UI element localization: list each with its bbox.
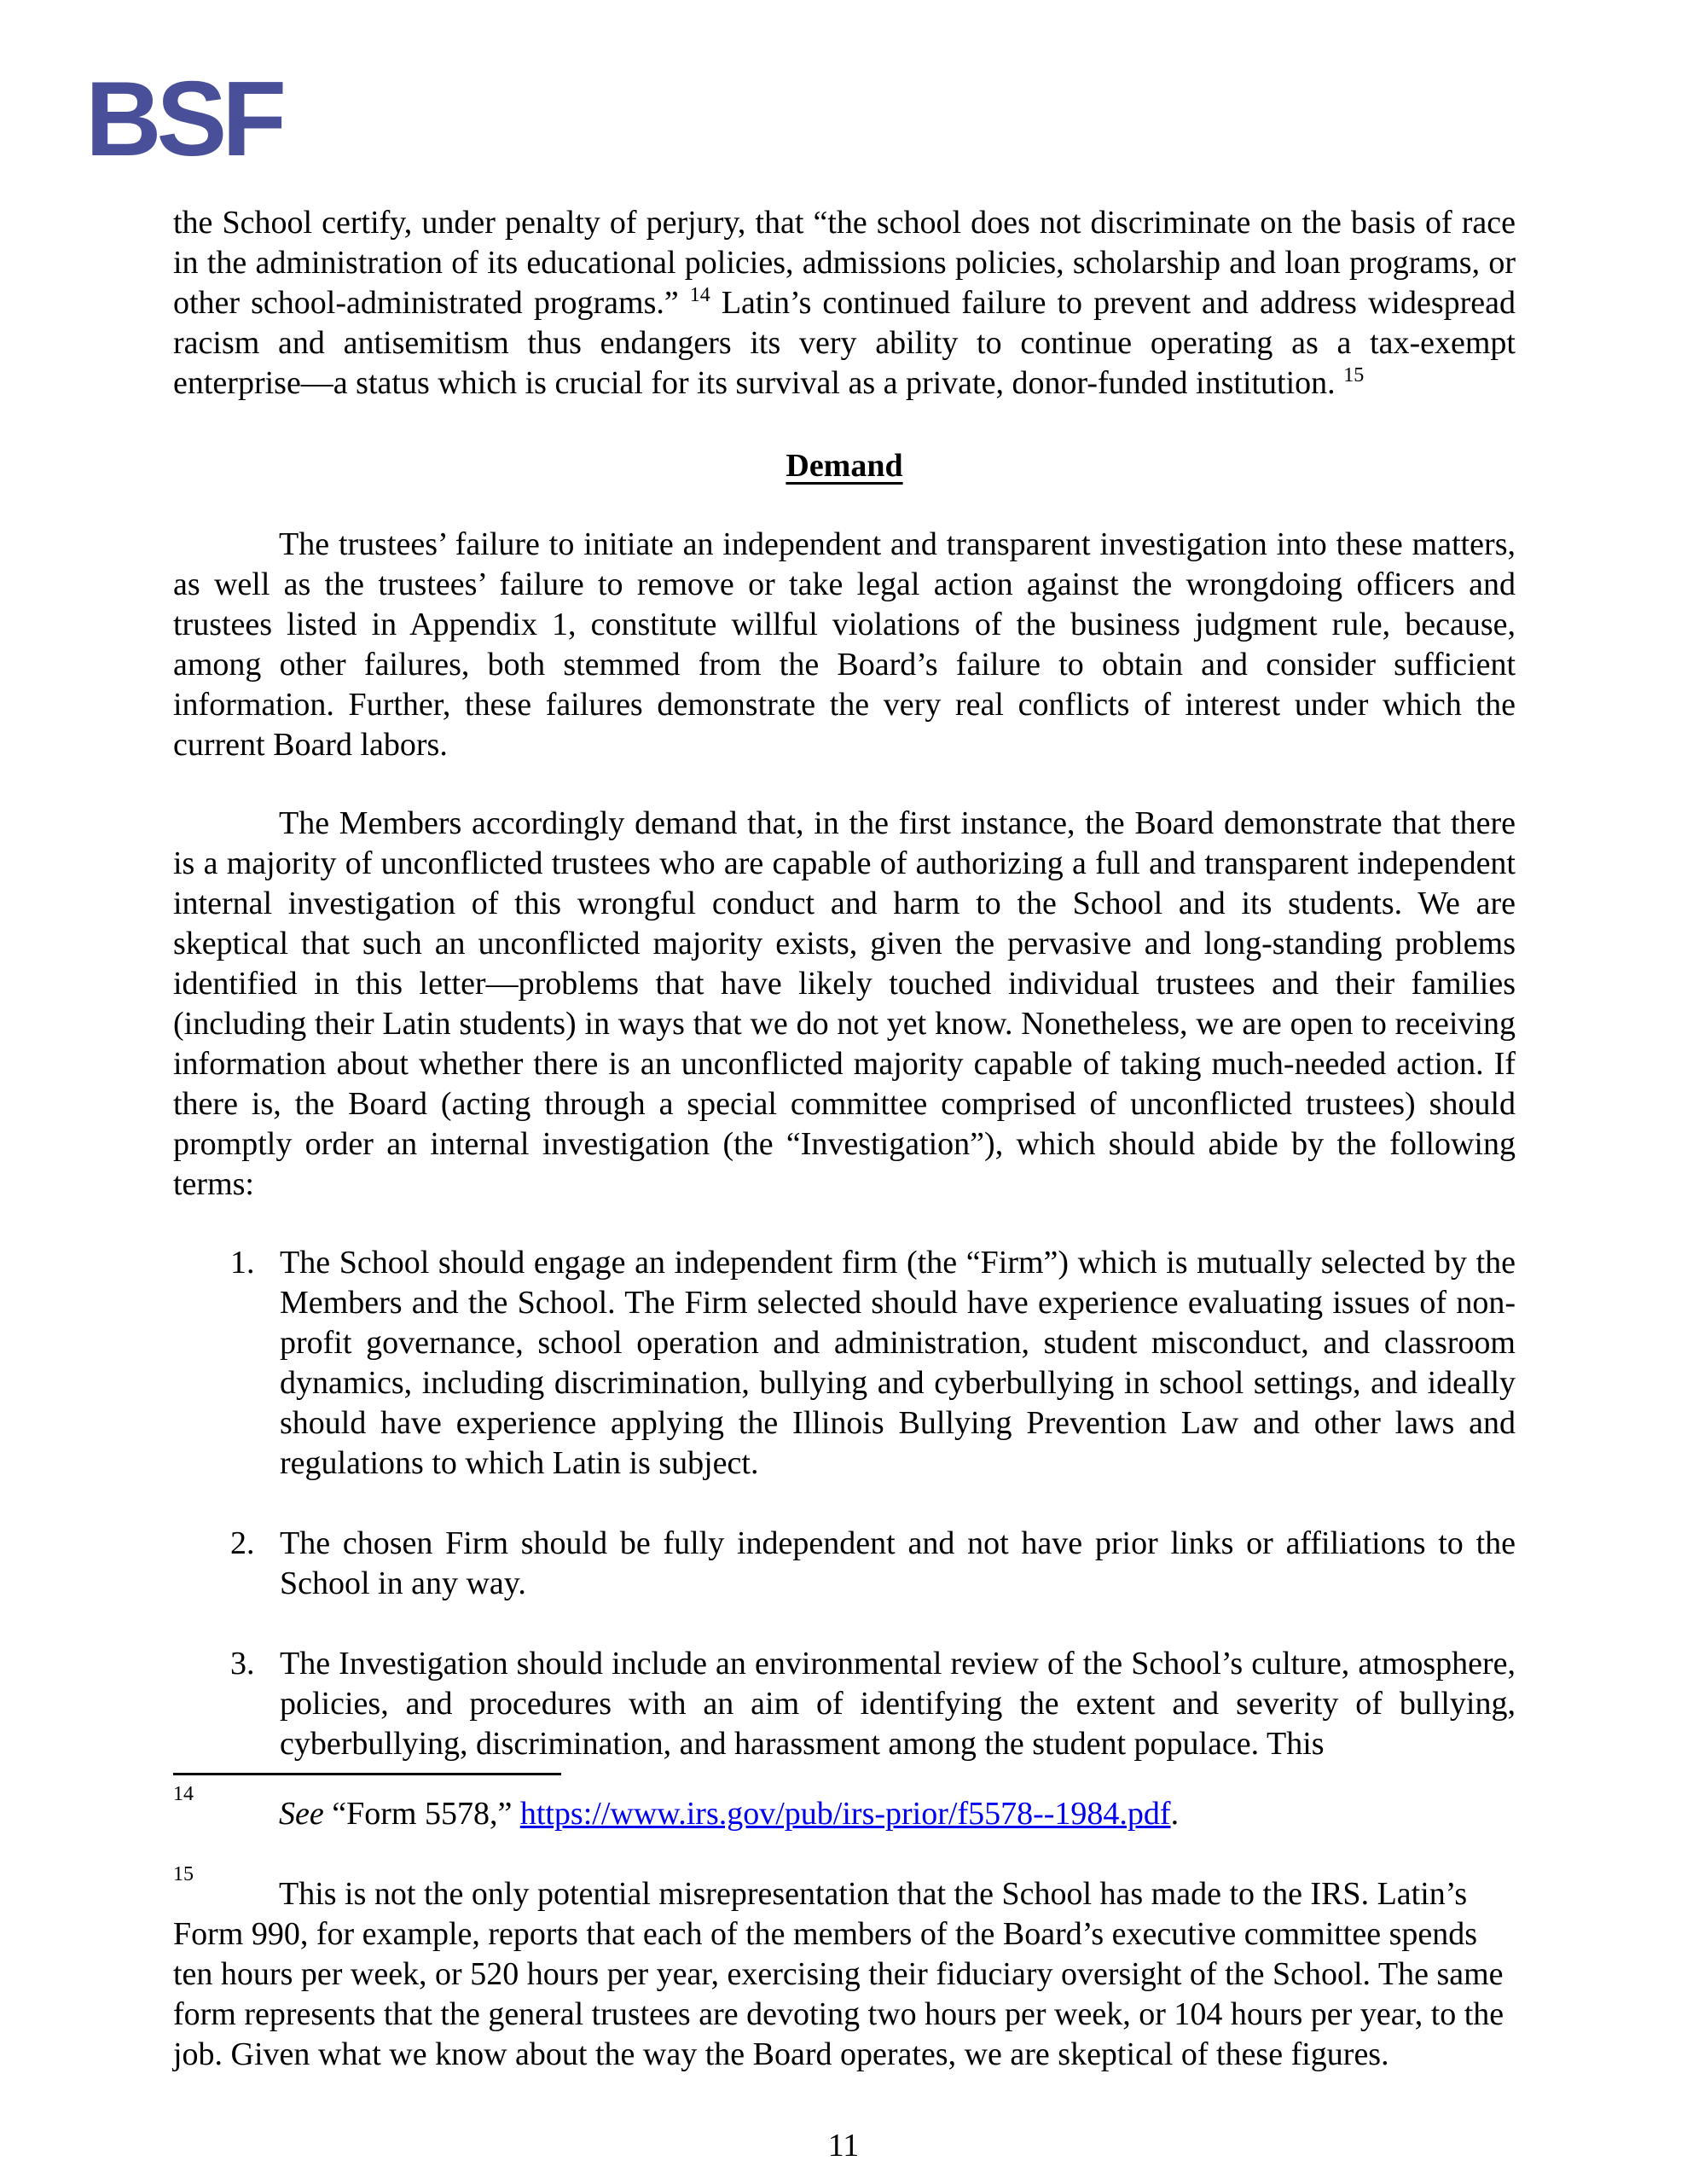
irs-form-link[interactable]: https://www.irs.gov/pub/irs-prior/f5578--1984.pdf [519,1796,1171,1832]
list-item-text: The School should engage an independent firm (the “Firm”) which is mutually selected by the Members and the School. The Firm selected should have experience evaluating issues of non-profit governance, school operation and administration, student misconduct, and classroom dynamics, including discrimination, bullying and cyberbullying in school settings, and ideally should have experience applying the Illinois Bullying Prevention Law and other laws and regulations to which Latin is subject. [280,1245,1516,1481]
demand-terms-list [173,1243,1516,1764]
footnote-separator [173,1773,561,1775]
paragraph-text: the School certify, under penalty of perjury, that “the school does not discriminate on the basis of race in the administration of its educational policies, admissions policies, scholarship and loan programs, or other school-administrated programs.” [173,205,1516,321]
list-item-number: 2. [230,1525,255,1561]
page-number: 11 [827,2128,860,2164]
footnote-marker-wrap [173,1783,279,1834]
paragraph-trustees-failure: The trustees’ failure to initiate an independent and transparent investigation into these matters, as well as the trustees’ failure to remove or take legal action against the wrongdoing officers and trustees listed in Appendix 1, constitute willful violations of the business judgment rule, because, among other failures, both stemmed from the Board’s failure to obtain and consider sufficient information. Further, these failures demonstrate the very real conflicts of interest under which the current Board labors. [173,526,1516,763]
list-item-2 [230,1524,1516,1604]
list-item-number: 1. [230,1245,255,1281]
paragraph-text: Latin’s continued failure to prevent and address widespread racism and antisemitism thus endangers its very ability to continue operating as a tax-exempt enterprise—a status which is crucial for its survival as a private, donor-funded institution. [173,285,1516,401]
footnote-text: This is not the only potential misrepresentation that the School has made to the IRS. Latin’s Form 990, for example, reports that each of the members of the Board’s executive committee spends ten hours per week, or 520 hours per year, exercising their fiduciary oversight of the School. The same form represents that the general trustees are devoting two hours per week, or 104 hours per year, to the job. Given what we know about the way the Board operates, we are skeptical of these figures. [173,1876,1504,2072]
list-item-text: The chosen Firm should be fully independent and not have prior links or affiliations to the School in any way. [280,1525,1516,1601]
paragraph-members-demand: The Members accordingly demand that, in the first instance, the Board demonstrate that there is a majority of unconflicted trustees who are capable of authorizing a full and transparent independent internal investigation of this wrongful conduct and harm to the School and its students. We are skeptical that such an unconflicted majority exists, given the pervasive and long-standing problems identified in this letter—problems that have likely touched individual trustees and their families (including their Latin students) in ways that we do not yet know. Nonetheless, we are open to receiving information about whether there is an unconflicted majority capable of taking much-needed action. If there is, the Board (acting through a special committee comprised of unconflicted trustees) should promptly order an internal investigation (the “Investigation”), which should abide by the following terms: [173,805,1516,1202]
footnote-marker-15: 15 [173,1863,194,1886]
footnote-ref-15: 15 [1343,364,1365,386]
section-heading-demand [173,446,1516,486]
list-item-number: 3. [230,1646,255,1682]
footnote-ref-14: 14 [689,284,710,306]
list-item-3 [230,1644,1516,1764]
paragraph-continuation [173,203,1516,404]
list-item-1 [230,1243,1516,1484]
footnotes-section [173,1773,1516,2075]
see-reference: See [279,1796,324,1832]
footnote-marker-wrap [173,1863,279,1914]
document-body [173,203,1516,1764]
footnote-14 [173,1783,1516,1834]
footnote-text: . [1170,1796,1180,1832]
heading-text: Demand [786,448,903,484]
footnote-15 [173,1863,1516,2075]
bsf-logo: BSF [85,61,281,178]
footnote-text: “Form 5578,” [323,1796,520,1832]
footnote-marker-14: 14 [173,1783,194,1806]
list-item-text: The Investigation should include an environmental review of the School’s culture, atmosphere, policies, and procedures with an aim of identifying the extent and severity of bullying, cyberbullying, discrimination, and harassment among the student populace. This [280,1646,1516,1762]
